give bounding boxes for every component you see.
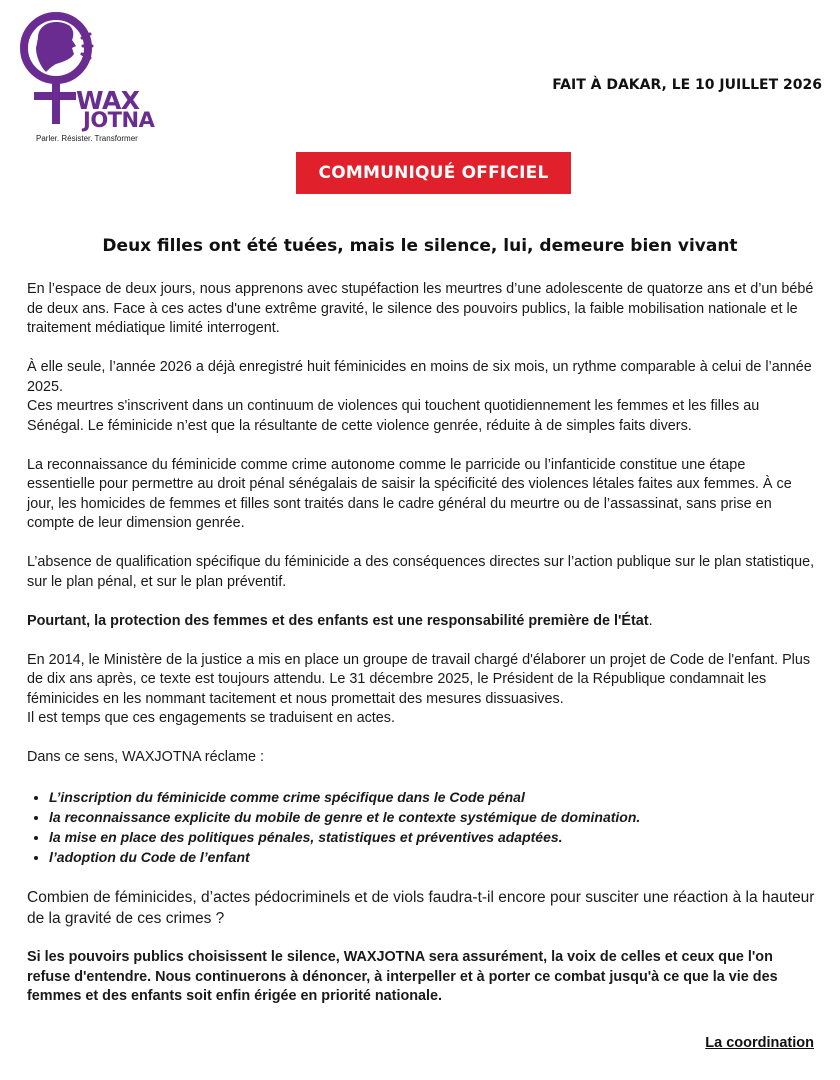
demand-item: • l’adoption du Code de l’enfant bbox=[49, 847, 817, 867]
state-responsibility-statement: Pourtant, la protection des femmes et des enfants est une responsabilité première de l'État bbox=[27, 612, 649, 629]
logo-wordmark-wax: WAX bbox=[76, 86, 140, 115]
official-communique-banner: COMMUNIQUÉ OFFICIEL bbox=[296, 152, 571, 194]
paragraph-question: Combien de féminicides, d’actes pédocriminels et de viols faudra-t-il encore pour susciter une réaction à la hauteur de la gravité de ces crimes ? bbox=[27, 888, 815, 927]
page-title: Deux filles ont été tuées, mais le silence, lui, demeure bien vivant bbox=[102, 236, 738, 256]
paragraph-code-enfant: En 2014, le Ministère de la justice a mis en place un groupe de travail chargé d'élaborer un projet de Code de l'enfant. Plus de dix ans après, ce texte est toujours attendu. Le 31 décembre 2025, le Président de la République condamnait les féminicides en les nommant tacitement et nous promettait des mesures dissuasives. bbox=[27, 651, 811, 707]
paragraph-state-responsibility bbox=[27, 612, 817, 632]
demands-list bbox=[27, 787, 817, 867]
paragraph-qualification: L’absence de qualification spécifique du féminicide a des conséquences directes sur l’action publique sur le plan statistique, sur le plan pénal, et sur le plan préventif. bbox=[27, 554, 815, 590]
demand-item: • L’inscription du féminicide comme crime spécifique dans le Code pénal bbox=[49, 787, 817, 807]
paragraph-statistics: À elle seule, l’année 2026 a déjà enregistré huit féminicides en moins de six mois, un rythme comparable à celui de l’année 2025. bbox=[27, 359, 812, 395]
paragraph-recognition: La reconnaissance du féminicide comme crime autonome comme le parricide ou l’infanticide constitue une étape essentielle pour permettre au droit pénal sénégalais de saisir la spécificité des violences létales faites aux femmes. À ce jour, les homicides de femmes et filles sont traités dans le cadre général du meurtre ou de l’assassinat, sans prise en compte de leur dimension genrée. bbox=[27, 456, 792, 531]
demand-item: • la mise en place des politiques pénales, statistiques et préventives adaptées. bbox=[49, 827, 817, 847]
logo-tagline: Parler. Résister. Transformer bbox=[36, 134, 138, 143]
paragraph-demands-intro: Dans ce sens, WAXJOTNA réclame : bbox=[27, 749, 264, 765]
wax-jotna-logo bbox=[18, 8, 168, 143]
paragraph-continuum: Ces meurtres s'inscrivent dans un continuum de violences qui touchent quotidiennement les femmes et les filles au Sénégal. Le féminicide n’est que la résultante de cette violence genrée, réduite à de simples faits divers. bbox=[27, 398, 760, 434]
paragraph-engagements: Il est temps que ces engagements se traduisent en actes. bbox=[27, 710, 395, 726]
paragraph-intro: En l’espace de deux jours, nous apprenons avec stupéfaction les meurtres d’une adolescente de quatorze ans et d’un bébé de deux ans. Face à ces actes d'une extrême gravité, le silence des pouvoirs publics, la faible mobilisation nationale et le traitement médiatique limité interrogent. bbox=[27, 281, 814, 336]
signature: La coordination bbox=[705, 1035, 814, 1051]
communique-body bbox=[27, 280, 817, 1007]
logo-wordmark-jotna: JOTNA bbox=[83, 108, 155, 132]
demand-item: • la reconnaissance explicite du mobile de genre et le contexte systémique de domination. bbox=[49, 807, 817, 827]
paragraph-conclusion: Si les pouvoirs publics choisissent le silence, WAXJOTNA sera assurément, la voix de celles et ceux que l'on refuse d'entendre. Nous continuerons à dénoncer, à interpeller et à porter ce combat jusqu'à ce que la vie des femmes et des enfants soit enfin érigée en priorité nationale. bbox=[27, 949, 778, 1004]
document-date: FAIT À DAKAR, LE 10 JUILLET 2026 bbox=[552, 77, 822, 93]
state-responsibility-period: . bbox=[648, 612, 653, 629]
